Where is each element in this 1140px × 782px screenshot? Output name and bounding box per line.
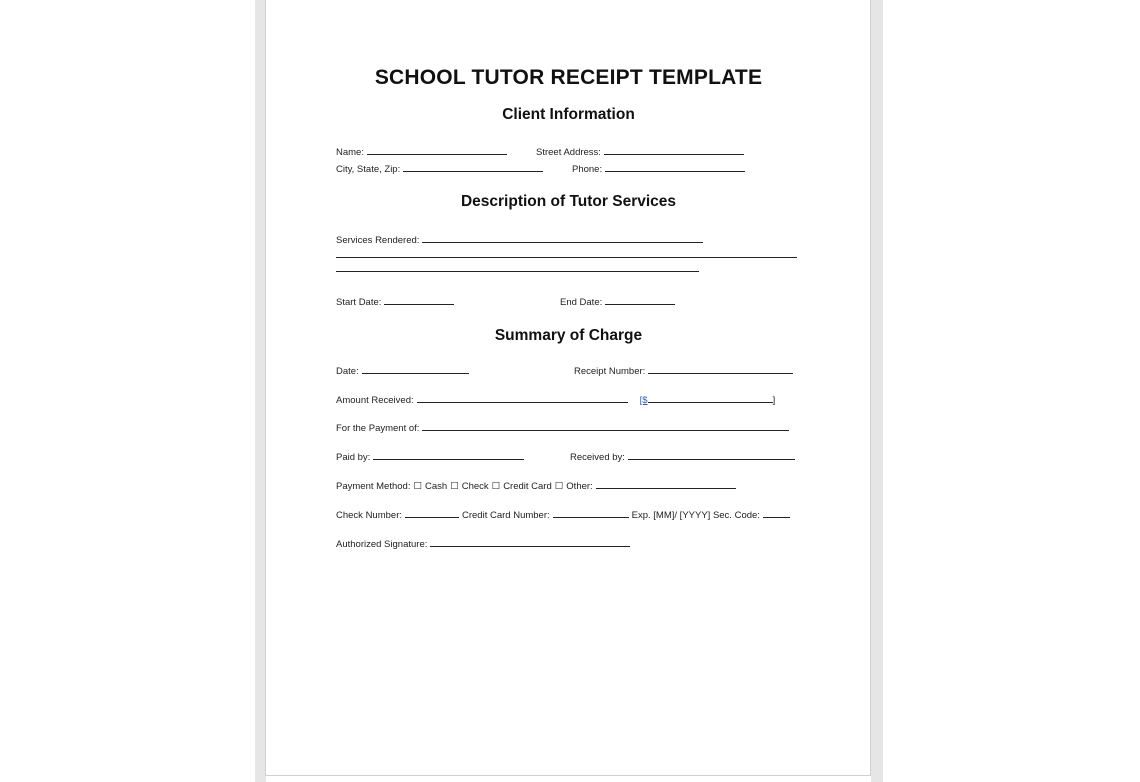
street-address-blank[interactable] <box>604 145 744 155</box>
paid-by-field[interactable] <box>336 450 524 463</box>
city-state-zip-blank[interactable] <box>403 162 543 172</box>
paid-by-label: Paid by: <box>336 452 371 463</box>
amount-received-label: Amount Received: <box>336 395 414 406</box>
name-field[interactable] <box>336 145 507 158</box>
payment-method-field[interactable] <box>336 479 736 492</box>
other-label: Other: <box>566 481 593 492</box>
received-by-field[interactable] <box>570 450 795 463</box>
end-date-blank[interactable] <box>605 295 675 305</box>
other-blank[interactable] <box>596 479 736 489</box>
authorized-signature-blank[interactable] <box>430 537 630 547</box>
expiration-sec-code-label: Exp. [MM]/ [YYYY] Sec. Code: <box>631 510 760 521</box>
cash-checkbox-icon[interactable]: ☐ <box>413 481 422 492</box>
check-checkbox-icon[interactable]: ☐ <box>450 481 459 492</box>
credit-card-number-label: Credit Card Number: <box>462 510 550 521</box>
received-by-blank[interactable] <box>628 450 795 460</box>
start-date-blank[interactable] <box>384 295 454 305</box>
check-number-label: Check Number: <box>336 510 402 521</box>
services-rendered-field[interactable] <box>336 233 703 246</box>
name-label: Name: <box>336 147 364 158</box>
amount-bracket-open: [$ <box>639 395 648 406</box>
right-gutter <box>871 0 883 782</box>
authorized-signature-label: Authorized Signature: <box>336 539 428 550</box>
check-number-blank[interactable] <box>405 508 459 518</box>
amount-dollar-blank[interactable] <box>648 393 773 403</box>
street-address-field[interactable] <box>536 145 744 158</box>
date-field[interactable] <box>336 364 469 377</box>
credit-card-number-blank[interactable] <box>553 508 629 518</box>
document-title: SCHOOL TUTOR RECEIPT TEMPLATE <box>374 66 763 89</box>
sec-code-blank[interactable] <box>763 508 790 518</box>
phone-label: Phone: <box>572 164 603 175</box>
receipt-number-field[interactable] <box>574 364 793 377</box>
amount-received-blank[interactable] <box>417 393 628 403</box>
start-date-label: Start Date: <box>336 297 382 308</box>
cash-label: Cash <box>425 481 448 492</box>
other-checkbox-icon[interactable]: ☐ <box>554 481 564 492</box>
credit-card-checkbox-icon[interactable]: ☐ <box>491 481 501 492</box>
phone-field[interactable] <box>572 162 745 175</box>
services-line-3[interactable] <box>336 271 699 272</box>
payment-for-label: For the Payment of: <box>336 423 420 434</box>
check-label: Check <box>461 481 489 492</box>
street-address-label: Street Address: <box>536 147 601 158</box>
payment-for-field[interactable] <box>336 421 789 434</box>
city-state-zip-label: City, State, Zip: <box>336 164 401 175</box>
date-blank[interactable] <box>362 364 469 374</box>
amount-bracket-close: ] <box>772 395 776 406</box>
payment-method-label: Payment Method: <box>336 481 411 492</box>
city-state-zip-field[interactable] <box>336 162 543 175</box>
heading-summary-of-charge: Summary of Charge <box>494 327 643 344</box>
phone-blank[interactable] <box>605 162 745 172</box>
amount-received-field[interactable] <box>336 393 775 406</box>
name-blank[interactable] <box>367 145 507 155</box>
services-line-2[interactable] <box>336 257 797 258</box>
services-rendered-label: Services Rendered: <box>336 235 420 246</box>
paid-by-blank[interactable] <box>373 450 524 460</box>
page-border-bottom <box>265 775 871 776</box>
received-by-label: Received by: <box>570 452 625 463</box>
end-date-field[interactable] <box>560 295 675 308</box>
start-date-field[interactable] <box>336 295 454 308</box>
end-date-label: End Date: <box>560 297 603 308</box>
services-rendered-blank[interactable] <box>422 233 703 243</box>
receipt-number-label: Receipt Number: <box>574 366 646 377</box>
receipt-number-blank[interactable] <box>648 364 793 374</box>
credit-card-label: Credit Card <box>503 481 552 492</box>
heading-tutor-services: Description of Tutor Services <box>460 193 677 210</box>
heading-client-information: Client Information <box>502 106 635 123</box>
payment-for-blank[interactable] <box>422 421 789 431</box>
authorized-signature-field[interactable] <box>336 537 630 550</box>
card-details-field[interactable] <box>336 508 790 521</box>
date-label: Date: <box>336 366 359 377</box>
